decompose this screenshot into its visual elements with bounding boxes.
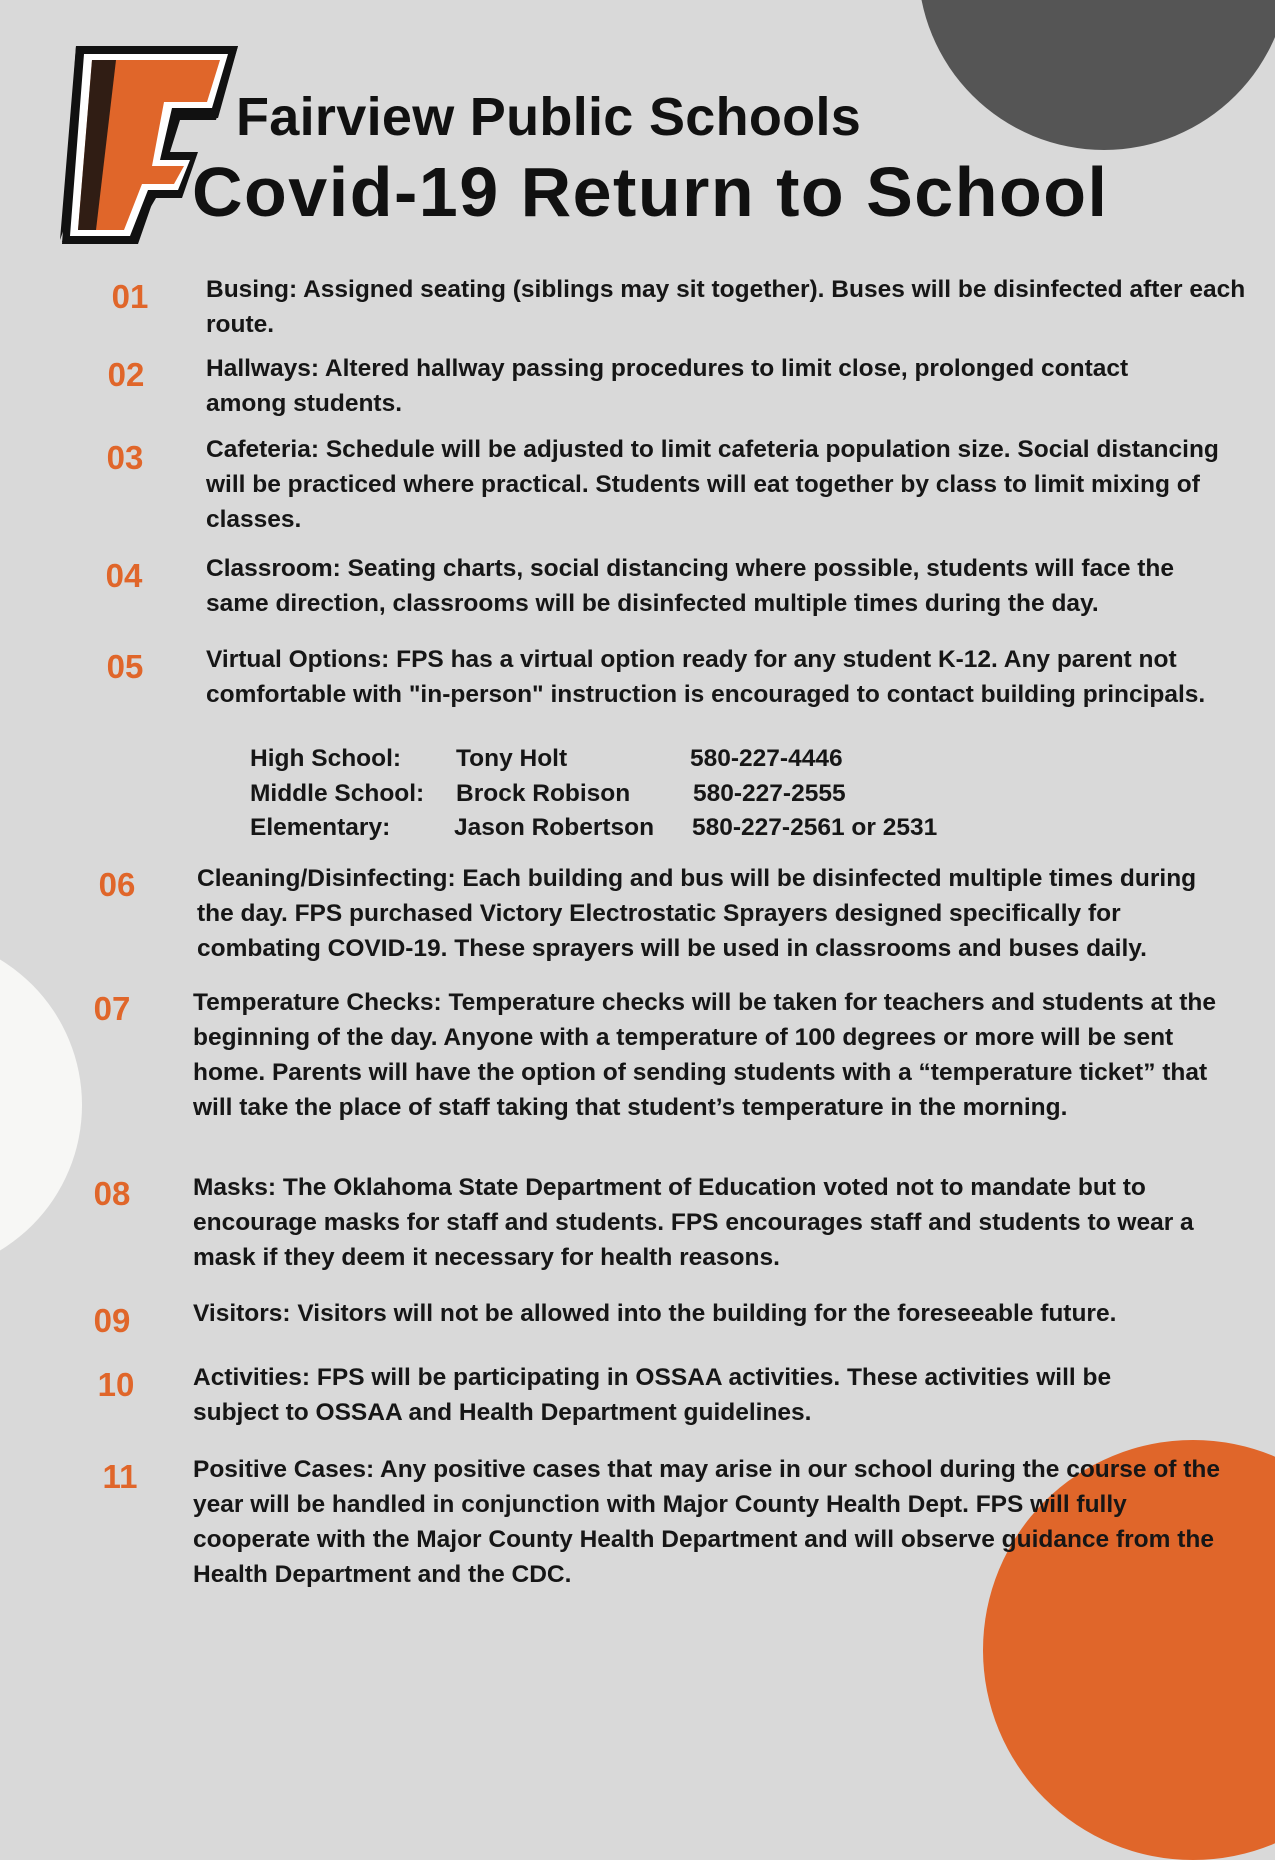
item-number: 04: [105, 557, 143, 594]
dark-circle-decoration: [918, 0, 1275, 150]
school-name-heading: Fairview Public Schools: [236, 87, 862, 147]
item-text: Masks: The Oklahoma State Department of Education voted not to mandate but to encourage masks for staff and students. FPS encourages staff and students to wear a mask if they deem it necessary for health reasons.: [193, 1174, 1194, 1271]
item-text: Activities: FPS will be participating in OSSAA activities. These activities will be subject to OSSAA and Health Department guidelines.: [193, 1364, 1112, 1426]
item-text: Hallways: Altered hallway passing procedures to limit close, prolonged contact among students.: [206, 355, 1129, 417]
item-text: Cleaning/Disinfecting: Each building and bus will be disinfected multiple times during the day. FPS purchased Victory Electrostatic Sprayers designed specifically for combating COVID-19. These sprayers will be used in classrooms and buses daily.: [197, 865, 1197, 962]
white-circle-decoration: [0, 935, 82, 1275]
contact-phone: 580-227-2561 or 2531: [692, 814, 938, 841]
item-number: 01: [111, 278, 149, 315]
item-number: 10: [97, 1366, 135, 1403]
item-number: 03: [106, 439, 144, 476]
item-text: Classroom: Seating charts, social distancing where possible, students will face the same direction, classrooms will be disinfected multiple times during the day.: [206, 555, 1175, 617]
page-title: Covid-19 Return to School: [192, 153, 1109, 231]
item-text: Busing: Assigned seating (siblings may sit together). Buses will be disinfected after each route.: [206, 276, 1246, 338]
item-number: 07: [93, 990, 131, 1027]
contact-phone: 580-227-4446: [690, 745, 843, 772]
contact-role: Elementary:: [250, 814, 391, 841]
item-number: 05: [106, 648, 144, 685]
item-number: 09: [93, 1302, 131, 1339]
item-text: Visitors: Visitors will not be allowed into the building for the foreseeable future.: [193, 1300, 1117, 1327]
item-text: Temperature Checks: Temperature checks will be taken for teachers and students at the beginning of the day. Anyone with a temperature of 100 degrees or more will be sent home. Parents will have the option of sending students with a “temperature ticket” that will take the place of staff taking that student’s temperature in the morning.: [193, 989, 1216, 1121]
item-text: Virtual Options: FPS has a virtual option ready for any student K-12. Any parent not comfortable with "in-person" instruction is encouraged to contact building principals.: [206, 646, 1206, 708]
item-text: Positive Cases: Any positive cases that may arise in our school during the course of the year will be handled in conjunction with Major County Health Dept. FPS will fully cooperate with the Major County Health Department and will observe guidance from the Health Department and the CDC.: [193, 1456, 1221, 1588]
contact-name: Jason Robertson: [454, 814, 655, 841]
item-number: 02: [107, 356, 145, 393]
contact-phone: 580-227-2555: [693, 779, 846, 807]
contact-name: Tony Holt: [456, 745, 568, 772]
item-text: Cafeteria: Schedule will be adjusted to limit cafeteria population size. Social distancing will be practiced where practical. Students will eat together by class to limit mixing of classes.: [206, 436, 1219, 533]
contact-name: Brock Robison: [456, 779, 631, 807]
item-number: 08: [93, 1175, 131, 1212]
item-number: 11: [102, 1458, 138, 1495]
contact-role: Middle School:: [250, 779, 425, 807]
item-number: 06: [98, 866, 136, 903]
contact-role: High School:: [250, 745, 402, 772]
